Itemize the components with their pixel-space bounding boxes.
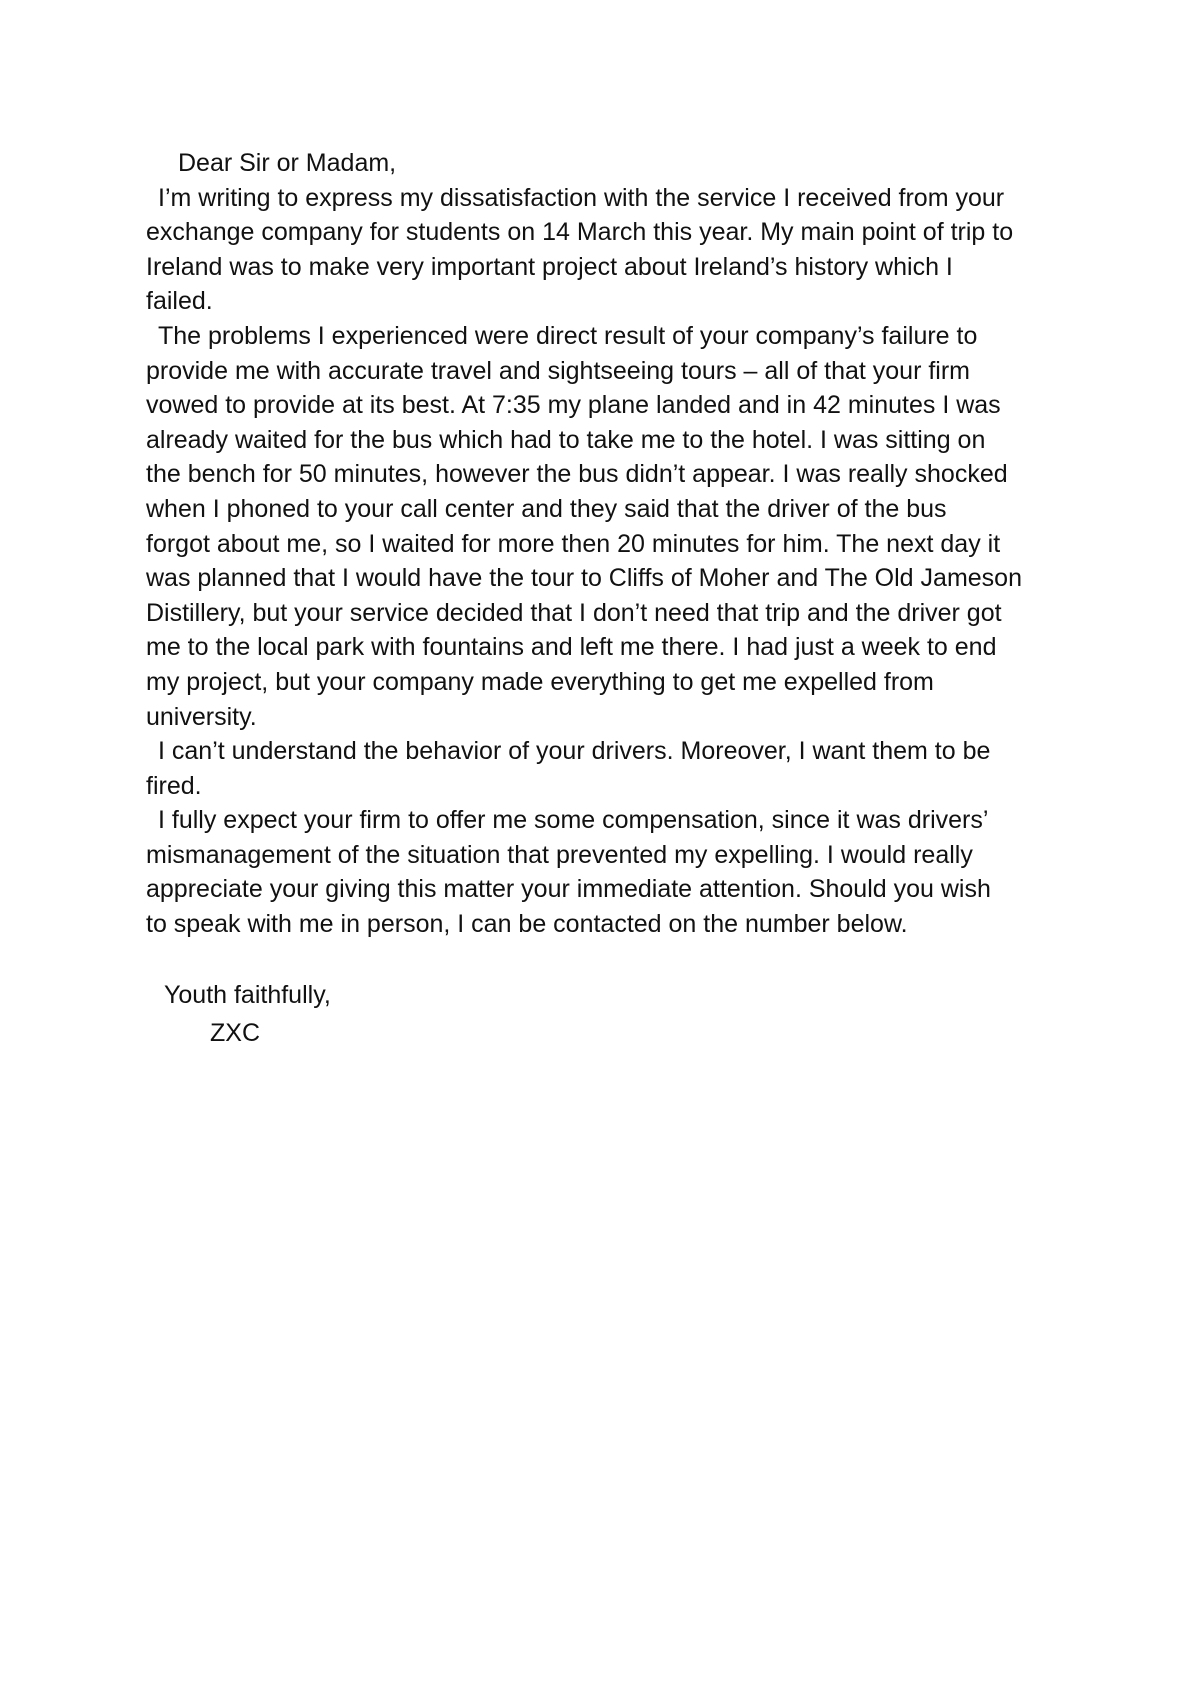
paragraph-line: The problems I experienced were direct result of your company’s failure to <box>158 321 978 350</box>
salutation: Dear Sir or Madam, <box>178 149 397 177</box>
paragraph-line: my project, but your company made everything to get me expelled from <box>146 667 934 696</box>
paragraph-line: failed. <box>146 287 213 316</box>
paragraph-3 <box>146 734 1076 803</box>
closing-block <box>164 976 331 1052</box>
paragraph-line: appreciate your giving this matter your immediate attention. Should you wish <box>146 875 991 904</box>
paragraph-line: Ireland was to make very important project about Ireland’s history which I <box>146 252 953 281</box>
paragraph-line: provide me with accurate travel and sightseeing tours – all of that your firm <box>146 356 971 385</box>
paragraph-line: vowed to provide at its best. At 7:35 my plane landed and in 42 minutes I was <box>146 391 1001 420</box>
paragraph-line: Distillery, but your service decided that I don’t need that trip and the driver got <box>146 598 1002 627</box>
paragraph-line: mismanagement of the situation that prevented my expelling. I would really <box>146 840 973 869</box>
paragraph-line: when I phoned to your call center and they said that the driver of the bus <box>146 494 947 523</box>
paragraph-line: exchange company for students on 14 March this year. My main point of trip to <box>146 218 1014 247</box>
paragraph-line: was planned that I would have the tour to Cliffs of Moher and The Old Jameson <box>146 564 1022 593</box>
closing: Youth faithfully, <box>164 981 331 1009</box>
letter-body <box>146 146 1076 942</box>
paragraph-line: to speak with me in person, I can be contacted on the number below. <box>146 910 908 939</box>
paragraph-line: me to the local park with fountains and left me there. I had just a week to end <box>146 633 997 662</box>
paragraph-1 <box>146 181 1076 319</box>
paragraph-line: already waited for the bus which had to take me to the hotel. I was sitting on <box>146 425 986 454</box>
paragraph-line: forgot about me, so I waited for more then 20 minutes for him. The next day it <box>146 529 1001 558</box>
paragraph-line: fired. <box>146 771 202 800</box>
paragraph-line: university. <box>146 702 257 731</box>
paragraph-4 <box>146 803 1076 941</box>
paragraph-line: I can’t understand the behavior of your drivers. Moreover, I want them to be <box>158 737 991 766</box>
paragraph-line: the bench for 50 minutes, however the bus didn’t appear. I was really shocked <box>146 460 1008 489</box>
paragraph-2 <box>146 319 1076 734</box>
signature: ZXC <box>210 1019 260 1047</box>
paragraph-line: I fully expect your firm to offer me some compensation, since it was drivers’ <box>158 806 989 835</box>
paragraph-line: I’m writing to express my dissatisfaction with the service I received from your <box>158 183 1005 212</box>
